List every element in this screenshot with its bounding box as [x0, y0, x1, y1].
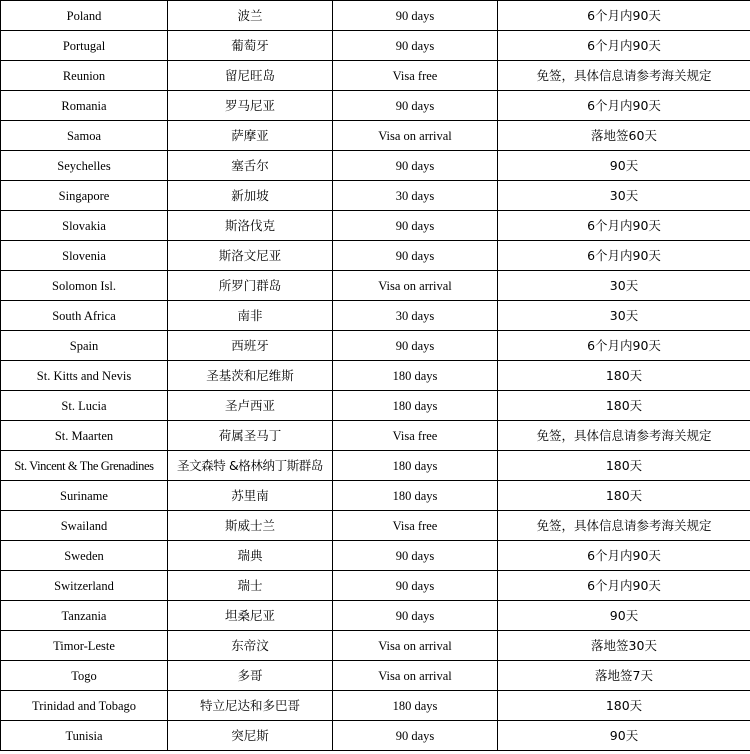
table-row — [1, 91, 750, 121]
country-zh-cell: 南非 — [168, 301, 333, 331]
table-row — [1, 631, 750, 661]
stay-en-cell: Visa on arrival — [333, 631, 498, 661]
stay-zh-cell: 30天 — [498, 301, 750, 331]
stay-en-cell: 90 days — [333, 241, 498, 271]
country-en-cell: Slovenia — [1, 241, 168, 271]
stay-en-cell: 90 days — [333, 91, 498, 121]
stay-zh-cell: 90天 — [498, 601, 750, 631]
table-row — [1, 541, 750, 571]
country-en-cell: St. Lucia — [1, 391, 168, 421]
stay-zh-cell: 180天 — [498, 451, 750, 481]
stay-zh-cell: 落地签60天 — [498, 121, 750, 151]
country-en-cell: Slovakia — [1, 211, 168, 241]
stay-en-cell: 90 days — [333, 541, 498, 571]
table-row — [1, 721, 750, 751]
country-en-cell: Seychelles — [1, 151, 168, 181]
country-en-cell: Tunisia — [1, 721, 168, 751]
stay-en-cell: 180 days — [333, 361, 498, 391]
table-row — [1, 481, 750, 511]
table-row — [1, 571, 750, 601]
country-en-cell: Tanzania — [1, 601, 168, 631]
country-en-cell: Timor-Leste — [1, 631, 168, 661]
stay-zh-cell: 6个月内90天 — [498, 571, 750, 601]
table-row — [1, 391, 750, 421]
table-row — [1, 181, 750, 211]
country-zh-cell: 瑞典 — [168, 541, 333, 571]
country-zh-cell: 葡萄牙 — [168, 31, 333, 61]
country-zh-cell: 斯威士兰 — [168, 511, 333, 541]
stay-en-cell: 180 days — [333, 691, 498, 721]
stay-en-cell: 90 days — [333, 1, 498, 31]
stay-en-cell: 180 days — [333, 451, 498, 481]
country-zh-cell: 圣文森特 &格林纳丁斯群岛 — [168, 451, 333, 481]
country-en-cell: St. Vincent & The Grenadines — [1, 451, 168, 481]
stay-en-cell: 30 days — [333, 181, 498, 211]
table-row — [1, 151, 750, 181]
country-zh-cell: 瑞士 — [168, 571, 333, 601]
country-zh-cell: 圣基茨和尼维斯 — [168, 361, 333, 391]
stay-zh-cell: 180天 — [498, 481, 750, 511]
country-en-cell: Singapore — [1, 181, 168, 211]
stay-zh-cell: 90天 — [498, 151, 750, 181]
stay-en-cell: 180 days — [333, 391, 498, 421]
table-row — [1, 121, 750, 151]
stay-en-cell: 90 days — [333, 211, 498, 241]
stay-zh-cell: 落地签30天 — [498, 631, 750, 661]
country-zh-cell: 留尼旺岛 — [168, 61, 333, 91]
country-en-cell: South Africa — [1, 301, 168, 331]
country-en-cell: Poland — [1, 1, 168, 31]
country-en-cell: Sweden — [1, 541, 168, 571]
stay-en-cell: 90 days — [333, 601, 498, 631]
country-en-cell: St. Kitts and Nevis — [1, 361, 168, 391]
country-en-cell: Trinidad and Tobago — [1, 691, 168, 721]
table-row — [1, 361, 750, 391]
stay-zh-cell: 180天 — [498, 691, 750, 721]
stay-en-cell: 90 days — [333, 151, 498, 181]
table-row — [1, 661, 750, 691]
stay-zh-cell: 6个月内90天 — [498, 31, 750, 61]
stay-en-cell: 90 days — [333, 571, 498, 601]
country-zh-cell: 东帝汶 — [168, 631, 333, 661]
stay-zh-cell: 30天 — [498, 181, 750, 211]
country-zh-cell: 突尼斯 — [168, 721, 333, 751]
stay-zh-cell: 90天 — [498, 721, 750, 751]
stay-en-cell: Visa on arrival — [333, 661, 498, 691]
table-row — [1, 1, 750, 31]
country-zh-cell: 苏里南 — [168, 481, 333, 511]
stay-zh-cell: 6个月内90天 — [498, 541, 750, 571]
stay-en-cell: Visa on arrival — [333, 121, 498, 151]
country-zh-cell: 新加坡 — [168, 181, 333, 211]
table-row — [1, 211, 750, 241]
country-zh-cell: 特立尼达和多巴哥 — [168, 691, 333, 721]
country-zh-cell: 荷属圣马丁 — [168, 421, 333, 451]
stay-en-cell: 90 days — [333, 31, 498, 61]
stay-zh-cell: 免签，具体信息请参考海关规定 — [498, 511, 750, 541]
table-row — [1, 31, 750, 61]
table-row — [1, 511, 750, 541]
country-zh-cell: 波兰 — [168, 1, 333, 31]
table-row — [1, 451, 750, 481]
table-row — [1, 241, 750, 271]
table-row — [1, 301, 750, 331]
country-en-cell: Switzerland — [1, 571, 168, 601]
stay-en-cell: 30 days — [333, 301, 498, 331]
stay-zh-cell: 180天 — [498, 391, 750, 421]
stay-en-cell: Visa free — [333, 61, 498, 91]
stay-zh-cell: 落地签7天 — [498, 661, 750, 691]
country-en-cell: Spain — [1, 331, 168, 361]
stay-zh-cell: 免签，具体信息请参考海关规定 — [498, 61, 750, 91]
country-zh-cell: 萨摩亚 — [168, 121, 333, 151]
stay-zh-cell: 6个月内90天 — [498, 211, 750, 241]
country-en-cell: Solomon Isl. — [1, 271, 168, 301]
country-zh-cell: 圣卢西亚 — [168, 391, 333, 421]
table-row — [1, 601, 750, 631]
country-en-cell: Portugal — [1, 31, 168, 61]
stay-zh-cell: 6个月内90天 — [498, 1, 750, 31]
visa-table-body — [1, 1, 750, 751]
stay-zh-cell: 免签，具体信息请参考海关规定 — [498, 421, 750, 451]
stay-en-cell: 180 days — [333, 481, 498, 511]
stay-zh-cell: 180天 — [498, 361, 750, 391]
country-zh-cell: 西班牙 — [168, 331, 333, 361]
stay-zh-cell: 30天 — [498, 271, 750, 301]
table-row — [1, 331, 750, 361]
country-en-cell: Samoa — [1, 121, 168, 151]
country-zh-cell: 坦桑尼亚 — [168, 601, 333, 631]
country-zh-cell: 塞舌尔 — [168, 151, 333, 181]
country-zh-cell: 斯洛文尼亚 — [168, 241, 333, 271]
stay-en-cell: Visa free — [333, 511, 498, 541]
stay-en-cell: 90 days — [333, 331, 498, 361]
table-row — [1, 691, 750, 721]
stay-zh-cell: 6个月内90天 — [498, 91, 750, 121]
country-en-cell: Suriname — [1, 481, 168, 511]
stay-en-cell: Visa on arrival — [333, 271, 498, 301]
country-zh-cell: 多哥 — [168, 661, 333, 691]
table-row — [1, 61, 750, 91]
table-row — [1, 271, 750, 301]
country-zh-cell: 罗马尼亚 — [168, 91, 333, 121]
table-row — [1, 421, 750, 451]
country-en-cell: St. Maarten — [1, 421, 168, 451]
country-en-cell: Reunion — [1, 61, 168, 91]
stay-zh-cell: 6个月内90天 — [498, 331, 750, 361]
stay-en-cell: Visa free — [333, 421, 498, 451]
stay-zh-cell: 6个月内90天 — [498, 241, 750, 271]
stay-en-cell: 90 days — [333, 721, 498, 751]
country-en-cell: Togo — [1, 661, 168, 691]
country-en-cell: Romania — [1, 91, 168, 121]
country-zh-cell: 所罗门群岛 — [168, 271, 333, 301]
country-zh-cell: 斯洛伐克 — [168, 211, 333, 241]
country-en-cell: Swailand — [1, 511, 168, 541]
